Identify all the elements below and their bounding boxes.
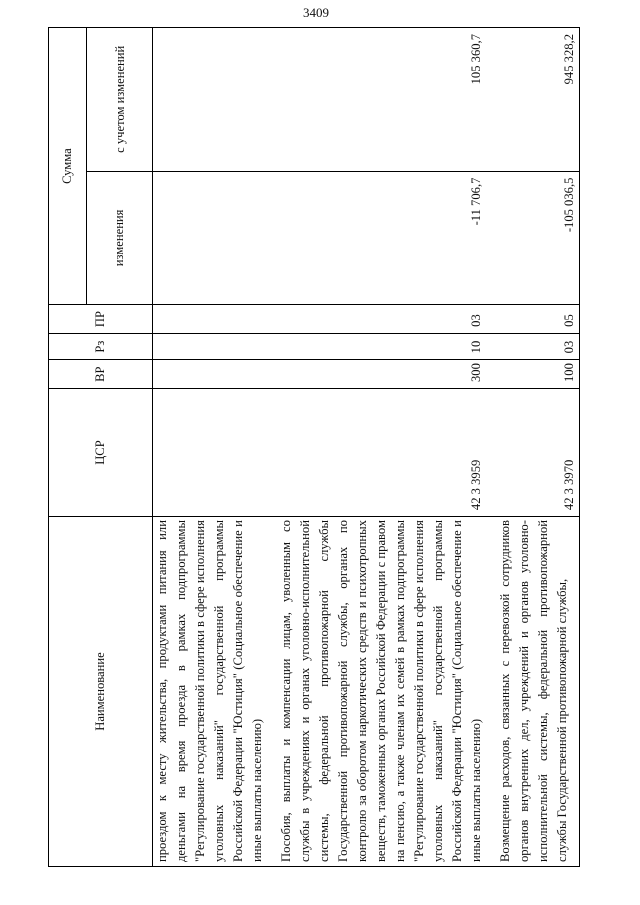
row-name: Пособия, выплаты и компенсации лицам, уволенным со службы в учреждениях и органах уголовно-исполнительной системы, федеральной противопожарной службы Государственной противопожарной службы, органах по контролю за оборотом наркотических средств и психотропных веществ, таможенных органах Российской Федерации с правом на пенсию, а также членам их семей в рамках подпрограммы "Регулирование государственной политики в сфере исполнения уголовных наказаний" государственной программы Российской Федерации "Юстиция" (Социальное обеспечение и иные выплаты населению): [277, 517, 486, 867]
row-csr: 42 3 3970: [496, 389, 580, 517]
budget-table: [48, 27, 580, 867]
row-csr: 42 3 3959: [277, 389, 486, 517]
row-vr: [153, 360, 268, 389]
row-pr: [153, 305, 268, 334]
row-total: [153, 28, 268, 172]
row-name: проездом к месту жительства, продуктами питания или деньгами на время проезда в рамках подпрограммы "Регулирование государственной политики в сфере исполнения уголовных наказаний" государственной программы Российской Федерации "Юстиция" (Социальное обеспечение и иные выплаты населению): [153, 517, 268, 867]
header-vr: ВР: [49, 360, 153, 389]
row-pr: 05: [496, 305, 580, 334]
row-name: Возмещение расходов, связанных с перевозкой сотрудников органов внутренних дел, учреждений и органов уголовно-исполнительной системы, федеральной противопожарной службы Государственной противопожарной службы,: [498, 520, 569, 862]
row-csr: [153, 389, 268, 517]
row-total: 945 328,2: [496, 28, 580, 172]
row-spacer: [267, 28, 277, 867]
header-pr: ПР: [49, 305, 153, 334]
header-sum: Сумма: [49, 28, 87, 305]
header-with-changes: с учетом изменений: [87, 28, 153, 172]
header-csr: ЦСР: [49, 389, 153, 517]
header-changes: изменения: [87, 171, 153, 305]
row-name-cell: [496, 517, 580, 867]
rotated-table-page: [48, 27, 596, 867]
row-vr: 300: [277, 360, 486, 389]
row-vr: 100: [496, 360, 580, 389]
row-rz: 10: [277, 333, 486, 359]
row-spacer: [486, 28, 496, 867]
row-pr: 03: [277, 305, 486, 334]
row-rz: 03: [496, 333, 580, 359]
table-row: [153, 28, 268, 867]
table-row: [496, 28, 580, 867]
row-total: 105 360,7: [277, 28, 486, 172]
row-rz: [153, 333, 268, 359]
row-change: -105 036,5: [496, 171, 580, 305]
header-name: Наименование: [49, 517, 153, 867]
page-number: 3409: [303, 5, 329, 20]
row-change: -11 706,7: [277, 171, 486, 305]
header-rz: Рз: [49, 333, 153, 359]
table-row: [277, 28, 486, 867]
row-change: [153, 171, 268, 305]
